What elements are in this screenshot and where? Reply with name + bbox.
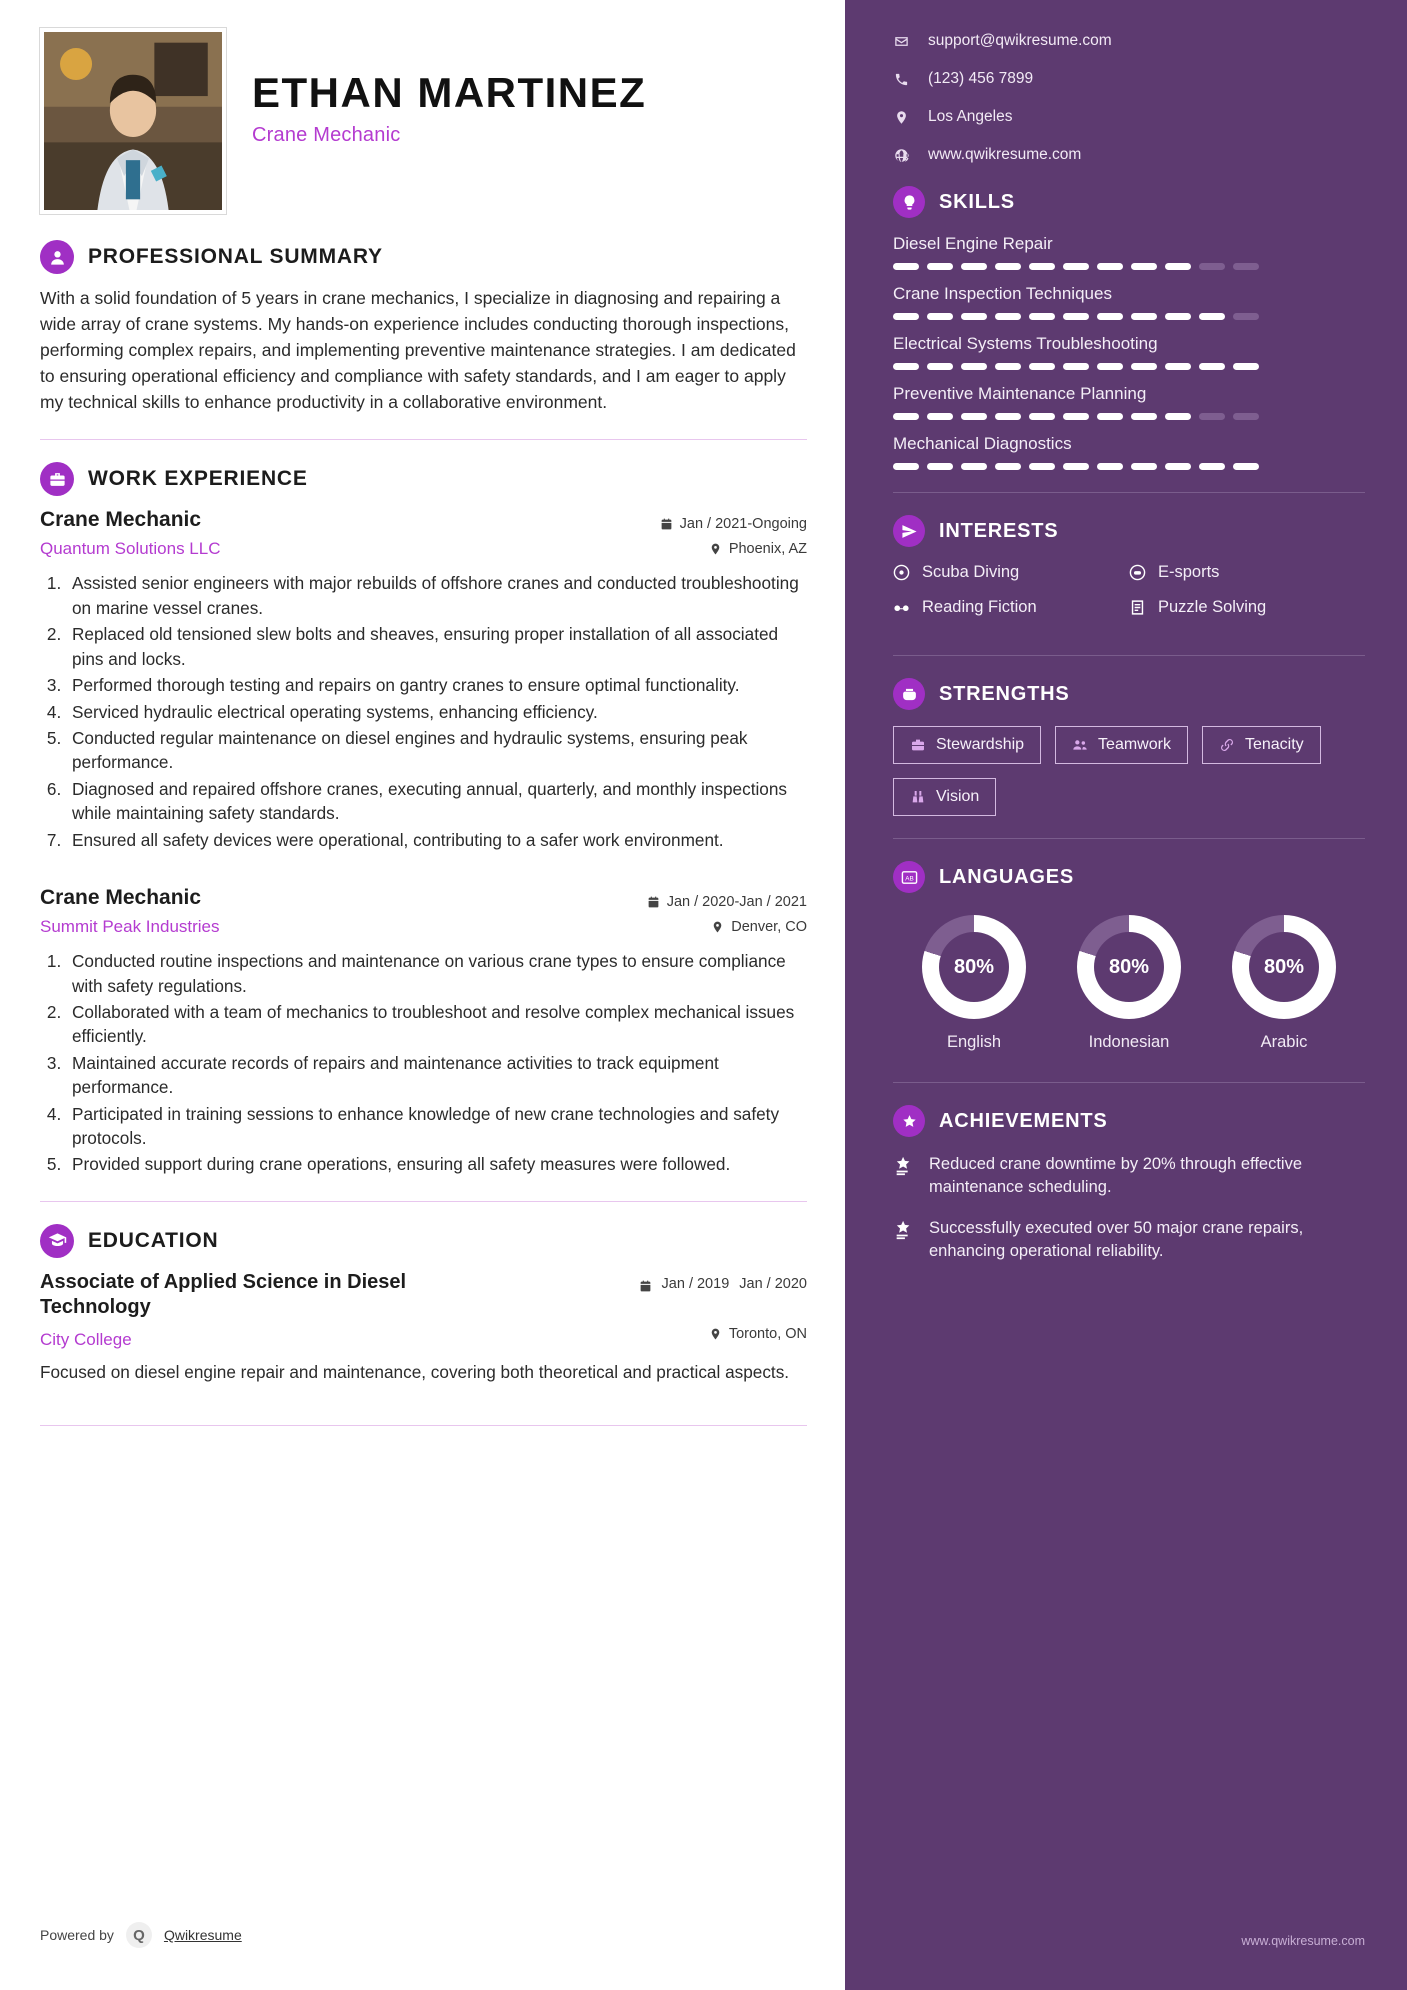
skill-level-bar	[893, 313, 1365, 320]
sidebar-footer-url: www.qwikresume.com	[1241, 1934, 1365, 1948]
language-label: English	[946, 1033, 1002, 1051]
strength-item	[1202, 726, 1321, 764]
skill-name: Preventive Maintenance Planning	[893, 384, 1147, 403]
contact-phone[interactable]	[893, 70, 1365, 88]
education-degree: Associate of Applied Science in Diesel Technology	[40, 1270, 407, 1318]
skill-item	[893, 434, 1365, 470]
summary-heading	[40, 240, 807, 274]
job-title: Crane Mechanic	[40, 508, 202, 532]
section-work-experience	[40, 462, 807, 1176]
job-dates-text: Jan / 2020-Jan / 2021	[666, 894, 807, 911]
job-location	[647, 919, 807, 935]
gamepad-icon	[1129, 564, 1146, 581]
strength-label: Stewardship	[936, 736, 1025, 753]
skill-item	[893, 284, 1365, 320]
phone-icon	[893, 72, 910, 87]
job-title: Crane Mechanic	[40, 886, 202, 910]
job-bullet: 7. Ensured all safety devices were operational, contributing to a safer work environment.	[66, 828, 807, 852]
section-professional-summary	[40, 240, 807, 415]
divider	[40, 439, 807, 440]
candidate-role: Crane Mechanic	[252, 124, 401, 147]
skill-level-bar	[893, 263, 1365, 270]
job-dates	[660, 516, 807, 532]
interest-item	[1129, 563, 1365, 582]
fist-icon	[893, 678, 925, 710]
language-percent: 80%	[1094, 932, 1164, 1002]
achievement-item	[893, 1217, 1365, 1263]
interest-item	[1129, 598, 1365, 617]
interest-label: Puzzle Solving	[1158, 598, 1267, 616]
interest-label: E-sports	[1158, 563, 1220, 581]
job-dates	[647, 894, 807, 910]
skill-name: Diesel Engine Repair	[893, 234, 1053, 253]
skills-heading	[893, 186, 1365, 218]
page-footer	[40, 1922, 242, 1948]
job-bullet: 3. Maintained accurate records of repairs and maintenance activities to track equipment performance.	[66, 1051, 807, 1100]
strength-label: Vision	[936, 788, 980, 805]
interest-label: Reading Fiction	[922, 598, 1037, 616]
job-bullet: 5. Conducted regular maintenance on diesel engines and hydraulic systems, ensuring peak performance.	[66, 726, 807, 775]
skill-level-bar	[893, 413, 1365, 420]
map-pin-icon	[709, 542, 722, 556]
skill-item	[893, 234, 1365, 270]
qwikresume-logo-icon: Q	[126, 1922, 152, 1948]
education-description: Focused on diesel engine repair and maintenance, covering both theoretical and practical aspects.	[40, 1361, 790, 1382]
interest-label: Scuba Diving	[922, 563, 1020, 581]
candidate-photo	[40, 28, 226, 214]
experience-item	[40, 508, 807, 852]
achievement-text: Successfully executed over 50 major crane repairs, enhancing operational reliability.	[929, 1219, 1304, 1261]
divider	[893, 838, 1365, 839]
summary-title: PROFESSIONAL SUMMARY	[88, 245, 383, 268]
job-company: Quantum Solutions LLC	[40, 539, 221, 559]
education-date-end: Jan / 2020	[739, 1275, 807, 1292]
job-location	[660, 541, 807, 557]
contact-block	[893, 32, 1365, 164]
language-label: Indonesian	[1088, 1033, 1170, 1051]
qwikresume-link[interactable]: Qwikresume	[163, 1927, 242, 1943]
job-bullets	[66, 949, 807, 1177]
skill-name: Crane Inspection Techniques	[893, 284, 1112, 303]
contact-phone-text: (123) 456 7899	[928, 70, 1034, 87]
job-bullet: 2. Collaborated with a team of mechanics to troubleshoot and resolve complex mechanical issues efficiently.	[66, 1000, 807, 1049]
contact-website-text: www.qwikresume.com	[928, 146, 1082, 163]
education-date-start: Jan / 2019	[661, 1275, 730, 1292]
graduation-cap-icon	[40, 1224, 74, 1258]
education-location-text: Toronto, ON	[728, 1325, 807, 1342]
experience-item	[40, 886, 807, 1177]
language-item	[1209, 915, 1359, 1052]
job-bullet: 2. Replaced old tensioned slew bolts and sheaves, ensuring proper installation of all associated pins and locks.	[66, 622, 807, 671]
education-location	[709, 1320, 807, 1342]
achievements-heading	[893, 1105, 1365, 1137]
powered-by-label: Powered by	[40, 1927, 114, 1943]
map-pin-icon	[893, 110, 910, 125]
skill-name: Mechanical Diagnostics	[893, 434, 1072, 453]
education-heading	[40, 1224, 807, 1258]
svg-text:AB: AB	[904, 874, 914, 882]
divider	[893, 1082, 1365, 1083]
section-strengths	[893, 678, 1365, 816]
achievement-item	[893, 1153, 1365, 1199]
map-pin-icon	[709, 1327, 722, 1341]
divider	[893, 492, 1365, 493]
job-bullet: 3. Performed thorough testing and repairs on gantry cranes to ensure optimal functionality.	[66, 673, 807, 697]
strength-label: Teamwork	[1098, 736, 1171, 753]
candidate-name: ETHAN MARTINEZ	[252, 69, 647, 116]
paper-plane-icon	[893, 515, 925, 547]
education-title: EDUCATION	[88, 1228, 219, 1252]
globe-icon	[893, 148, 910, 163]
calendar-icon	[660, 517, 673, 531]
languages-heading	[893, 861, 1365, 893]
divider	[40, 1201, 807, 1202]
job-bullet: 4. Serviced hydraulic electrical operating systems, enhancing efficiency.	[66, 700, 807, 724]
job-bullet: 1. Conducted routine inspections and maintenance on various crane types to ensure compliance with safety regulations.	[66, 949, 807, 998]
interest-item	[893, 598, 1129, 617]
skill-level-bar	[893, 363, 1365, 370]
briefcase-icon	[910, 737, 926, 753]
interest-item	[893, 563, 1129, 582]
language-label: Arabic	[1260, 1033, 1308, 1051]
education-dates	[639, 1270, 807, 1293]
briefcase-icon	[40, 462, 74, 496]
strength-item	[1055, 726, 1188, 764]
section-interests	[893, 515, 1365, 633]
skill-item	[893, 384, 1365, 420]
strengths-heading	[893, 678, 1365, 710]
interests-heading	[893, 515, 1365, 547]
ribbon-star-icon	[893, 1219, 915, 1241]
glasses-icon	[893, 599, 910, 616]
experience-heading	[40, 462, 807, 496]
skill-level-bar	[893, 463, 1365, 470]
puzzle-icon	[1129, 599, 1146, 616]
envelope-icon	[893, 34, 910, 49]
people-icon	[1072, 737, 1088, 753]
language-progress-ring	[1077, 915, 1181, 1019]
experience-title: WORK EXPERIENCE	[88, 467, 308, 491]
job-bullet: 1. Assisted senior engineers with major rebuilds of offshore cranes and conducted troubleshooting on marine vessel cranes.	[66, 571, 807, 620]
job-bullets	[66, 571, 807, 852]
contact-website[interactable]	[893, 146, 1365, 164]
summary-text: With a solid foundation of 5 years in crane mechanics, I specialize in diagnosing and repairing a wide array of crane systems. My hands-on experience includes conducting thorough inspections, performing complex repairs, and implementing preventive maintenance strategies. I am dedicated to ensuring operational efficiency and compliance with safety standards, and I am eager to apply my technical skills to enhance productivity in a collaborative environment.	[40, 288, 796, 412]
strength-item	[893, 726, 1041, 764]
lightbulb-icon	[893, 186, 925, 218]
contact-location	[893, 108, 1365, 126]
language-item	[1054, 915, 1204, 1052]
strengths-title: STRENGTHS	[939, 682, 1070, 705]
contact-location-text: Los Angeles	[928, 108, 1013, 125]
achievements-title: ACHIEVEMENTS	[939, 1109, 1108, 1132]
section-skills	[893, 186, 1365, 470]
divider	[40, 1425, 807, 1426]
star-icon	[893, 1105, 925, 1137]
binoculars-icon	[910, 789, 926, 805]
interests-title: INTERESTS	[939, 519, 1059, 542]
strength-label: Tenacity	[1244, 736, 1304, 753]
language-progress-ring	[922, 915, 1026, 1019]
job-location-text: Phoenix, AZ	[728, 541, 807, 558]
language-item	[899, 915, 1049, 1052]
language-percent: 80%	[1249, 932, 1319, 1002]
education-school: City College	[40, 1329, 132, 1349]
link-icon	[1219, 737, 1235, 753]
skills-title: SKILLS	[939, 190, 1015, 213]
strength-item	[893, 778, 996, 816]
ribbon-star-icon	[893, 1155, 915, 1177]
section-education	[40, 1224, 807, 1385]
contact-email-text: support@qwikresume.com	[928, 32, 1112, 49]
resume-right-column	[845, 0, 1407, 1990]
contact-email[interactable]	[893, 32, 1365, 50]
skill-item	[893, 334, 1365, 370]
calendar-icon	[639, 1279, 652, 1293]
resume-header	[40, 28, 807, 214]
calendar-icon	[647, 895, 660, 909]
achievement-text: Reduced crane downtime by 20% through effective maintenance scheduling.	[929, 1155, 1303, 1197]
translate-icon	[893, 861, 925, 893]
language-percent: 80%	[939, 932, 1009, 1002]
language-progress-ring	[1232, 915, 1336, 1019]
job-dates-text: Jan / 2021-Ongoing	[679, 516, 807, 533]
section-languages	[893, 861, 1365, 1052]
divider	[893, 655, 1365, 656]
languages-title: LANGUAGES	[939, 865, 1074, 888]
section-achievements	[893, 1105, 1365, 1263]
job-bullet: 4. Participated in training sessions to enhance knowledge of new crane technologies and safety protocols.	[66, 1102, 807, 1151]
job-bullet: 6. Diagnosed and repaired offshore cranes, executing annual, quarterly, and monthly inspections while maintaining safety standards.	[66, 777, 807, 826]
job-bullet: 5. Provided support during crane operations, ensuring all safety measures were followed.	[66, 1152, 807, 1176]
scuba-icon	[893, 564, 910, 581]
skill-name: Electrical Systems Troubleshooting	[893, 334, 1158, 353]
job-company: Summit Peak Industries	[40, 917, 220, 937]
map-pin-icon	[711, 920, 724, 934]
name-block	[252, 28, 646, 147]
user-icon	[40, 240, 74, 274]
job-location-text: Denver, CO	[731, 919, 807, 936]
